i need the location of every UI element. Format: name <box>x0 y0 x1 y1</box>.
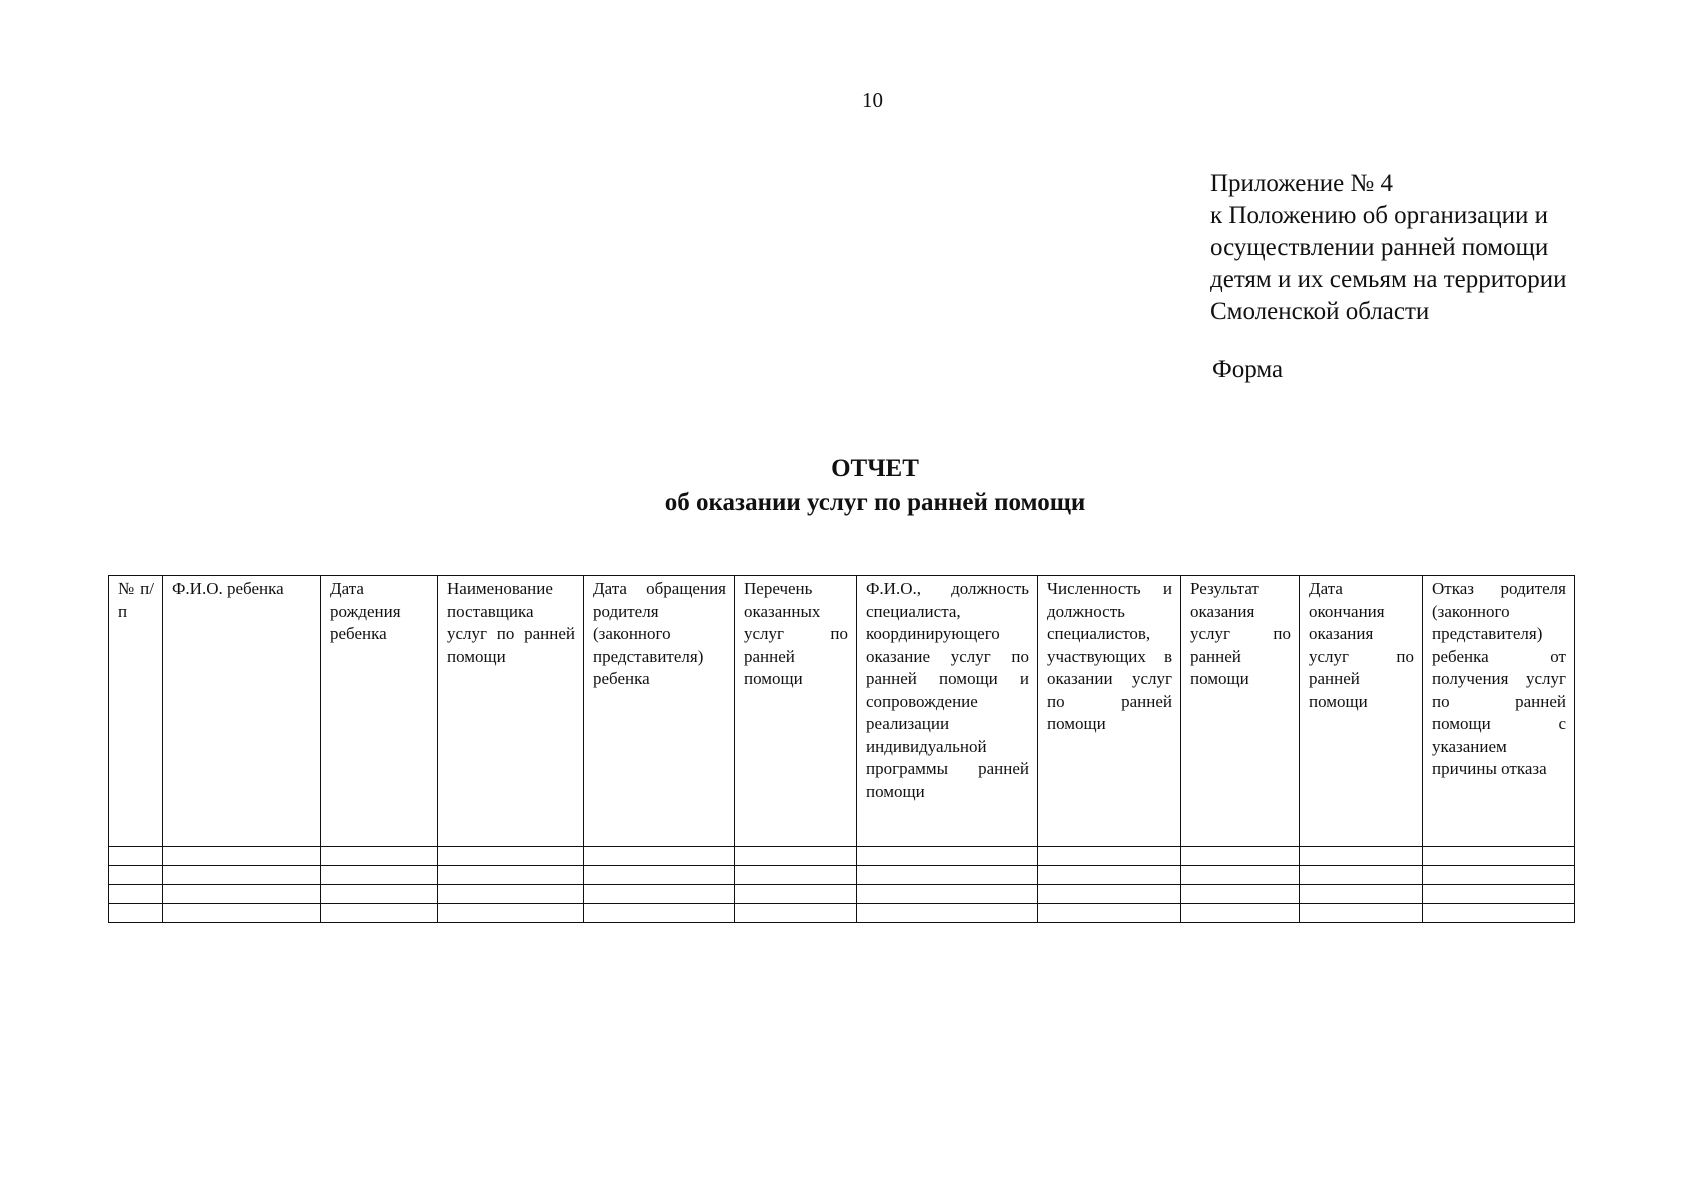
table-cell <box>163 847 321 866</box>
table-cell <box>109 866 163 885</box>
table-cell <box>857 885 1038 904</box>
table-header-row <box>109 576 1575 847</box>
header-specialists: Численность и должность специалистов, участвующих в оказании услуг по ранней помощи <box>1038 576 1181 847</box>
table-cell <box>109 847 163 866</box>
table-cell <box>857 847 1038 866</box>
table-cell <box>584 866 735 885</box>
table-cell <box>584 904 735 923</box>
table-cell <box>321 847 438 866</box>
table-cell <box>1423 866 1575 885</box>
header-result: Результат оказания услуг по ранней помощи <box>1181 576 1300 847</box>
table-body <box>109 847 1575 923</box>
form-label: Форма <box>1212 356 1284 383</box>
table-cell <box>1181 885 1300 904</box>
header-refusal: Отказ родителя (законного представителя) ребенка от получения услуг по ранней помощи с указанием причины отказа <box>1423 576 1575 847</box>
header-birth-date: Дата рождения ребенка <box>321 576 438 847</box>
appendix-line: Смоленской области <box>1210 298 1430 325</box>
table-cell <box>163 885 321 904</box>
table-cell <box>109 904 163 923</box>
table-cell <box>1300 866 1423 885</box>
table-row <box>109 885 1575 904</box>
appendix-line: к Положению об организации и <box>1210 202 1549 229</box>
table-cell <box>321 904 438 923</box>
table-cell <box>438 847 584 866</box>
table-cell <box>163 866 321 885</box>
header-services-list: Перечень оказанных услуг по ранней помощи <box>735 576 857 847</box>
table-cell <box>1423 847 1575 866</box>
table-cell <box>584 885 735 904</box>
table-cell <box>1300 885 1423 904</box>
table-cell <box>857 866 1038 885</box>
appendix-line: детям и их семьям на территории <box>1210 266 1567 293</box>
report-heading <box>0 452 1692 520</box>
header-request-date: Дата обращения родителя (законного представителя) ребенка <box>584 576 735 847</box>
table-row <box>109 847 1575 866</box>
page-number: 10 <box>862 88 883 112</box>
table-cell <box>1423 885 1575 904</box>
table-cell <box>438 904 584 923</box>
table-cell <box>1181 904 1300 923</box>
header-provider: Наименование поставщика услуг по ранней помощи <box>438 576 584 847</box>
table-cell <box>438 866 584 885</box>
table-cell <box>1300 904 1423 923</box>
table-cell <box>735 904 857 923</box>
table-cell <box>1181 866 1300 885</box>
table-cell <box>109 885 163 904</box>
table-cell <box>735 866 857 885</box>
table-cell <box>1038 847 1181 866</box>
table-cell <box>438 885 584 904</box>
table-cell <box>857 904 1038 923</box>
header-child-name: Ф.И.О. ребенка <box>163 576 321 847</box>
table-cell <box>321 866 438 885</box>
table-row <box>109 904 1575 923</box>
table-cell <box>321 885 438 904</box>
table-cell <box>1038 885 1181 904</box>
header-number: № п/п <box>109 576 163 847</box>
report-subtitle: об оказании услуг по ранней помощи <box>664 489 1086 516</box>
table-cell <box>584 847 735 866</box>
report-table <box>108 575 1575 923</box>
header-coordinator: Ф.И.О., должность специалиста, координирующего оказание услуг по ранней помощи и сопровождение реализации индивидуальной программы ранней помощи <box>857 576 1038 847</box>
table-cell <box>735 847 857 866</box>
table-cell <box>1038 866 1181 885</box>
table-cell <box>1423 904 1575 923</box>
table-cell <box>163 904 321 923</box>
table-cell <box>1038 904 1181 923</box>
table-cell <box>735 885 857 904</box>
header-end-date: Дата окончания оказания услуг по ранней помощи <box>1300 576 1423 847</box>
report-title: ОТЧЕТ <box>831 455 919 482</box>
appendix-line: Приложение № 4 <box>1210 170 1394 197</box>
table-row <box>109 866 1575 885</box>
table-cell <box>1181 847 1300 866</box>
appendix-block <box>1210 168 1670 328</box>
appendix-line: осуществлении ранней помощи <box>1210 234 1549 261</box>
table-cell <box>1300 847 1423 866</box>
